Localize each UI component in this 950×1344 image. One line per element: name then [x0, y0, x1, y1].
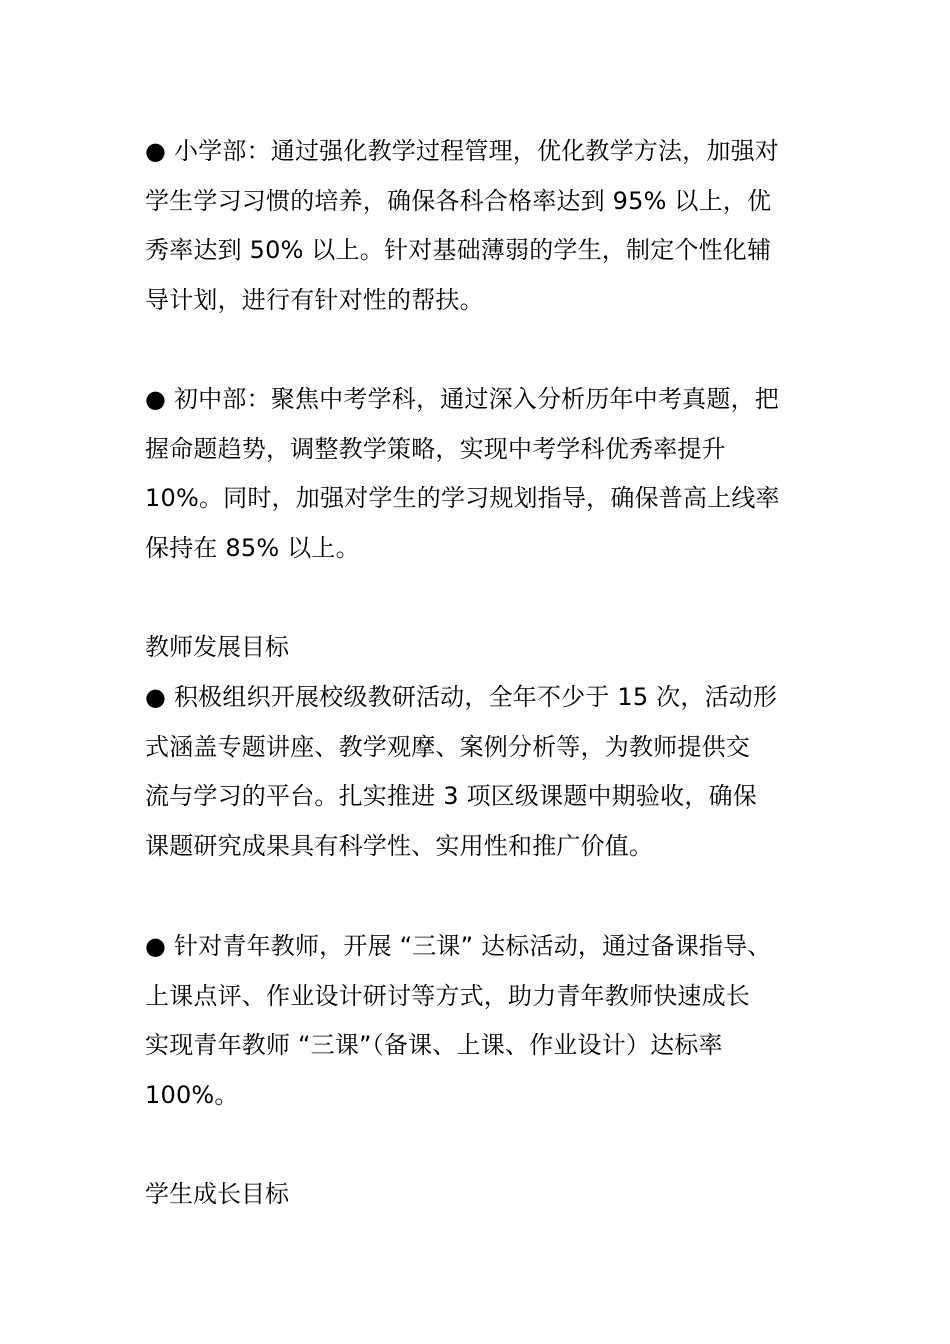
paragraph-line: 秀率达到 50% 以上。针对基础薄弱的学生，制定个性化辅: [145, 236, 772, 264]
paragraph-line: 上课点评、作业设计研讨等方式，助力青年教师快速成长: [145, 981, 750, 1010]
paragraph-line: 导计划，进行有针对性的帮扶。: [145, 285, 484, 314]
section-heading-student-growth: 学生成长目标: [145, 1180, 289, 1208]
paragraph-line: 100%。: [145, 1080, 239, 1109]
paragraph-line: ● 小学部：通过强化教学过程管理，优化教学方法，加强对: [145, 137, 779, 165]
paragraph-teaching-research: [145, 673, 835, 871]
paragraph-line: 式涵盖专题讲座、教学观摩、案例分析等，为教师提供交: [145, 732, 750, 761]
paragraph-line: 10%。同时，加强对学生的学习规划指导，确保普高上线率: [145, 484, 780, 512]
paragraph-middle-school: [145, 375, 835, 573]
paragraph-line: 保持在 85% 以上。: [145, 533, 360, 562]
paragraph-line: ● 初中部：聚焦中考学科，通过深入分析历年中考真题，把: [145, 385, 779, 413]
paragraph-young-teachers: [145, 922, 835, 1120]
paragraph-line: 实现青年教师 “三课”（备课、上课、作业设计）达标率: [145, 1031, 723, 1059]
paragraph-line: 课题研究成果具有科学性、实用性和推广价值。: [145, 831, 654, 860]
paragraph-line: 流与学习的平台。扎实推进 3 项区级课题中期验收，确保: [145, 782, 757, 810]
section-heading-teacher-development: 教师发展目标: [145, 633, 289, 661]
paragraph-line: 握命题趋势，调整教学策略，实现中考学科优秀率提升: [145, 434, 726, 463]
paragraph-line: ● 针对青年教师，开展 “三课” 达标活动，通过备课指导、: [145, 932, 772, 960]
paragraph-line: 学生学习习惯的培养，确保各科合格率达到 95% 以上，优: [145, 186, 772, 215]
paragraph-line: ● 积极组织开展校级教研活动，全年不少于 15 次，活动形: [145, 683, 778, 711]
paragraph-primary-school: [145, 127, 835, 325]
